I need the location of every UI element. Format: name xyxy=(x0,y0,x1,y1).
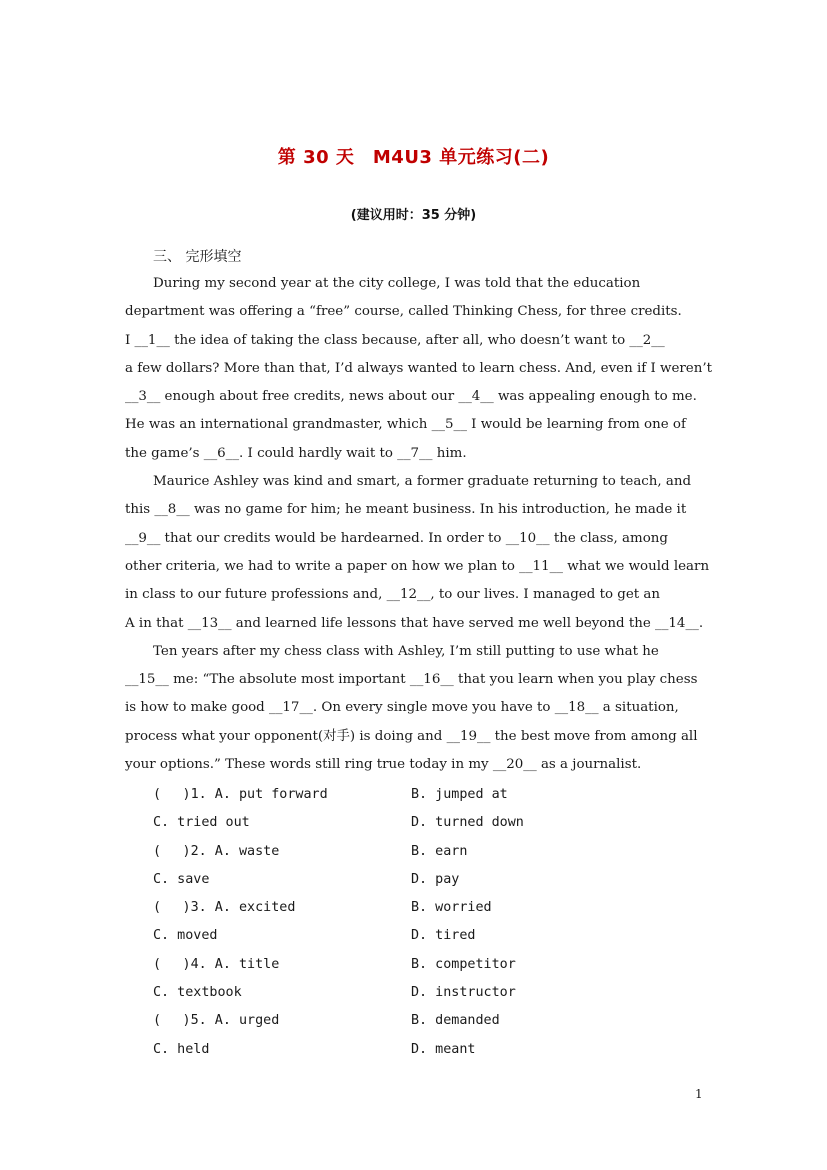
passage-line: your options.” These words still ring true today in my __20__ as a journalist. xyxy=(125,757,642,773)
paragraph-2 xyxy=(125,468,710,638)
passage-line: department was offering a “free” course, called Thinking Chess, for three credits. xyxy=(125,304,682,320)
option-right: D. meant xyxy=(411,1041,476,1057)
passage-line: __3__ enough about free credits, news about our __4__ was appealing enough to me. xyxy=(125,389,697,405)
option-left: ( )1. A. put forward xyxy=(153,787,328,802)
option-row xyxy=(153,838,524,866)
option-row xyxy=(153,922,524,950)
passage-line: Ten years after my chess class with Ashley, I’m still putting to use what he xyxy=(153,643,659,659)
option-row xyxy=(153,809,524,837)
page-number: 1 xyxy=(695,1087,703,1101)
option-row xyxy=(153,979,524,1007)
option-left: ( )3. A. excited xyxy=(153,900,296,916)
option-left: C. save xyxy=(153,871,210,887)
passage-line: During my second year at the city college, I was told that the education xyxy=(153,276,641,291)
passage-line: other criteria, we had to write a paper on how we plan to __11__ what we would learn xyxy=(125,558,710,574)
option-right: D. tired xyxy=(411,928,476,944)
option-right: B. earn xyxy=(411,843,468,859)
option-row xyxy=(153,951,524,979)
passage-line: process what your opponent(对手) is doing and __19__ the best move from among all xyxy=(125,728,698,744)
option-row xyxy=(153,866,524,894)
option-left: ( )4. A. title xyxy=(153,956,280,972)
option-left: C. held xyxy=(153,1041,210,1057)
paragraph-3 xyxy=(125,638,703,779)
cloze-passage xyxy=(125,270,712,779)
suggested-time: (建议用时：35 分钟) xyxy=(350,208,477,223)
passage-line: this __8__ was no game for him; he meant business. In his introduction, he made it xyxy=(125,502,687,518)
option-row xyxy=(153,781,524,809)
page-title: 第 30 天 M4U3 单元练习(二) xyxy=(277,147,550,168)
option-row xyxy=(153,894,524,922)
passage-line: __15__ me: “The absolute most important __16__ that you learn when you play chess xyxy=(125,672,698,688)
option-right: B. jumped at xyxy=(411,787,508,802)
option-right: D. instructor xyxy=(411,985,516,1001)
option-right: B. competitor xyxy=(411,956,516,972)
option-right: B. demanded xyxy=(411,1013,500,1029)
option-left: ( )2. A. waste xyxy=(153,843,280,859)
passage-line: A in that __13__ and learned life lessons that have served me well beyond the __14__. xyxy=(125,615,704,631)
passage-line: the game’s __6__. I could hardly wait to __7__ him. xyxy=(125,445,467,461)
passage-line: is how to make good __17__. On every single move you have to __18__ a situation, xyxy=(125,700,679,716)
paragraph-1 xyxy=(125,270,712,468)
option-row xyxy=(153,1036,524,1064)
option-right: D. pay xyxy=(411,871,460,887)
option-left: C. moved xyxy=(153,928,218,944)
option-right: D. turned down xyxy=(411,815,524,831)
option-left: C. tried out xyxy=(153,815,250,831)
passage-line: in class to our future professions and, __12__, to our lives. I managed to get an xyxy=(125,587,661,603)
passage-line: He was an international grandmaster, which __5__ I would be learning from one of xyxy=(125,417,686,433)
passage-line: a few dollars? More than that, I’d always wanted to learn chess. And, even if I weren’t xyxy=(125,360,712,376)
passage-line: __9__ that our credits would be hardearned. In order to __10__ the class, among xyxy=(125,530,668,546)
answer-options xyxy=(153,781,524,1064)
option-left: C. textbook xyxy=(153,985,242,1001)
option-row xyxy=(153,1007,524,1035)
passage-line: I __1__ the idea of taking the class because, after all, who doesn’t want to __2__ xyxy=(125,332,665,348)
option-right: B. worried xyxy=(411,900,492,916)
option-left: ( )5. A. urged xyxy=(153,1013,280,1029)
passage-line: Maurice Ashley was kind and smart, a former graduate returning to teach, and xyxy=(153,474,692,490)
section-heading: 三、 完形填空 xyxy=(153,249,242,265)
